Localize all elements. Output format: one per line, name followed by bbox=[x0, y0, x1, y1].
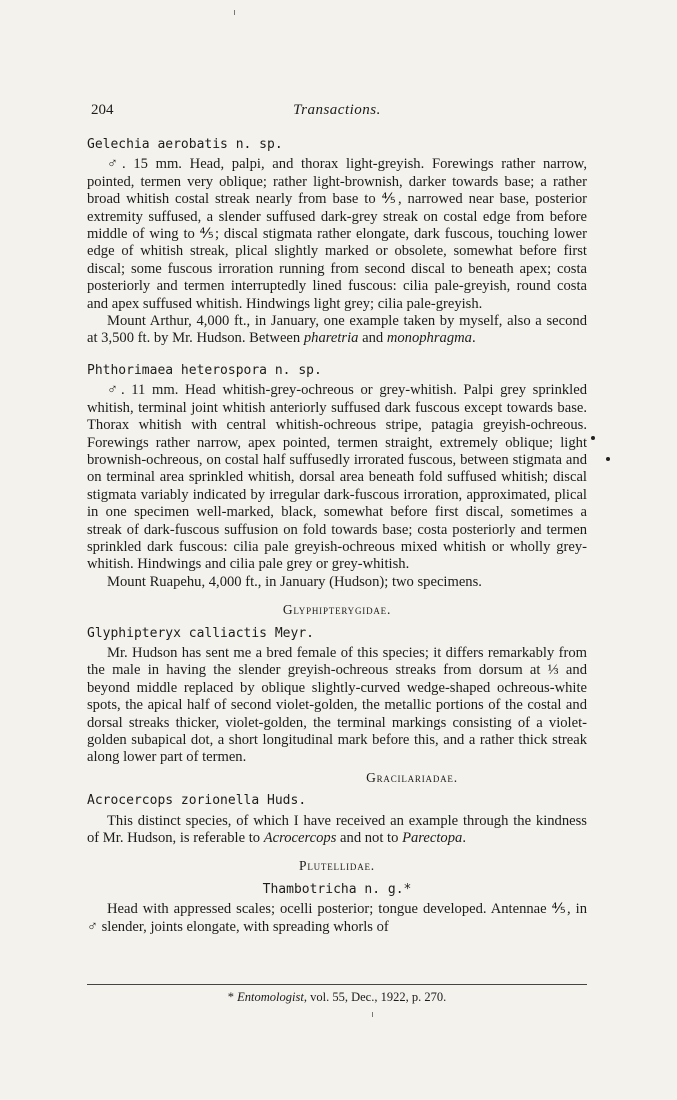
speck-mark bbox=[591, 436, 595, 440]
family-heading-plutellidae: Plutellidae. bbox=[299, 858, 375, 874]
running-title: Transactions. bbox=[293, 102, 381, 118]
species-title-gelechia: Gelechia aerobatis n. sp. bbox=[87, 137, 283, 152]
page-header bbox=[87, 102, 587, 124]
description-phthorimaea: ♂. 11 mm. Head whitish-grey-ochreous or grey-whitish. Palpi grey sprinkled whitish, terminal joint whitish anteriorly suffused dark fuscous except towards base. Thorax whitish with central whitish-ochreous stripe, patagia greyish-ochreous. Forewings rather narrow, apex pointed, termen straight, extremely oblique; light brownish-ochreous, on costal half suffusedly irrorated fuscous, between stigmata and on terminal area sprinkled whitish, dorsal area beneath fold suffused whitish; discal stigmata variably indicated by irregular dark-fuscous irroration, approximated, plical in one specimen well-marked, black, somewhat before first discal, sometimes a streak of dark-fuscous suffusion on fold towards base; costa posteriorly and termen sprinkled dark fuscous: cilia pale greyish-ochreous mixed whitish or wholly grey-whitish. Hindwings and cilia pale grey or grey-whitish. bbox=[87, 382, 587, 573]
description-acrocercops: This distinct species, of which I have received an example through the kindness of Mr. Hudson, is referable to Acrocercops and not to Parectopa. bbox=[87, 812, 587, 847]
species-title-acrocercops: Acrocercops zorionella Huds. bbox=[87, 793, 307, 809]
footnote-rule bbox=[87, 984, 587, 985]
description-glyphipteryx: Mr. Hudson has sent me a bred female of this species; it differs remarkably from the male in having the slender greyish-ochreous streaks from dorsum at ⅓ and beyond middle replaced by oblique slightly-curved wedge-shaped ochreous-white spots, the apical half of second violet-golden, the metallic portions of the costal and dorsal streaks thicker, violet-golden, the terminal markings consisting of a violet-golden subapical dot, a short longitudinal mark before this, and a rather thick streak along lower part of termen. bbox=[87, 644, 587, 766]
species-title-phthorimaea: Phthorimaea heterospora n. sp. bbox=[87, 362, 322, 378]
locality-gelechia: Mount Arthur, 4,000 ft., in January, one example taken by myself, also a second at 3,500 ft. by Mr. Hudson. Between pharetria and monophragma. bbox=[87, 313, 587, 347]
speck-mark bbox=[234, 10, 235, 15]
genus-title-thambotricha: Thambotricha n. g.* bbox=[262, 881, 412, 897]
footnote: * Entomologist, vol. 55, Dec., 1922, p. 270. bbox=[227, 990, 447, 1004]
locality-phthorimaea: Mount Ruapehu, 4,000 ft., in January (Hudson); two specimens. bbox=[107, 573, 482, 590]
family-heading-gracilariadae: Gracilariadae. bbox=[366, 769, 458, 785]
family-heading-glyphipterygidae: Glyphipterygidae. bbox=[282, 602, 392, 618]
speck-mark bbox=[606, 457, 610, 461]
description-thambotricha: Head with appressed scales; ocelli posterior; tongue developed. Antennae ⅘, in ♂ slender, joints elongate, with spreading whorls of bbox=[87, 901, 587, 935]
page-number: 204 bbox=[91, 102, 114, 118]
description-gelechia: ♂. 15 mm. Head, palpi, and thorax light-greyish. Forewings rather narrow, pointed, termen very oblique; rather light-brownish, darker towards base; a rather broad whitish costal streak nearly from base to ⅘, narrowed near base, posterior extremity suffused, a slender suffused dark-grey streak on costal edge from before middle of wing to ⅘; discal stigmata rather elongate, dark fuscous, touching lower edge of whitish streak, plical slightly marked or obsolete, somewhat before first discal; some fuscous irroration running from second discal to beneath apex; costa posteriorly and termen interruptedly lined fuscous: cilia pale-greyish, round costa and apex suffused whitish. Hindwings light grey; cilia pale-greyish. bbox=[87, 156, 587, 312]
page-body bbox=[87, 102, 587, 936]
species-title-glyphipteryx: Glyphipteryx calliactis Meyr. bbox=[87, 625, 314, 641]
speck-mark bbox=[372, 1012, 373, 1017]
